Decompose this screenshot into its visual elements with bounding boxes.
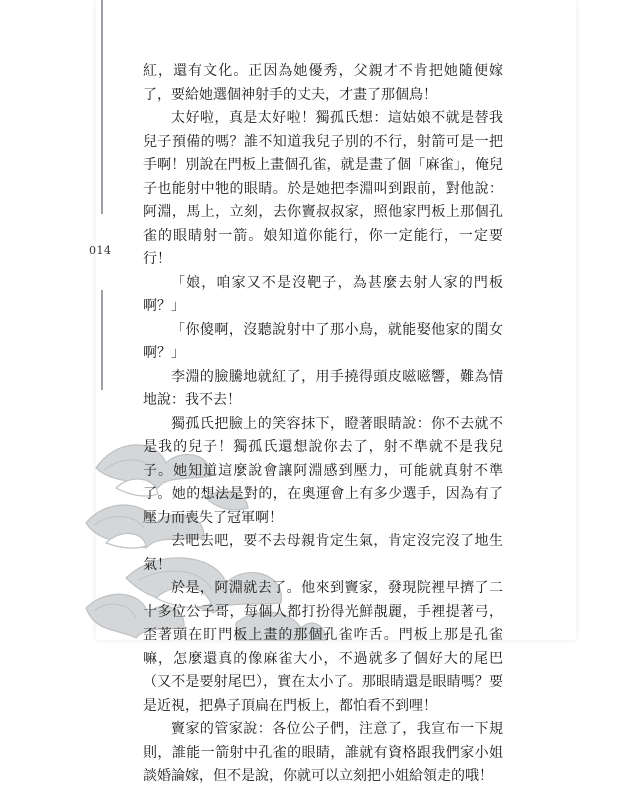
paragraph: 李淵的臉騰地就紅了，用手撓得頭皮嗞嗞響，難為情地說：我不去！ (143, 368, 503, 408)
paragraph: 紅，還有文化。正因為她優秀，父親才不肯把她隨便嫁了，要給她選個神射手的丈夫，才畫了那個鳥！ (143, 63, 503, 103)
page-number: 014 (89, 244, 112, 257)
margin-rule-bottom (101, 290, 103, 390)
paragraph: 於是，阿淵就去了。他來到竇家，發現院裡早擠了二十多位公子哥，每個人都打扮得光鮮靚麗，手裡提著弓，歪著頭在盯門板上畫的那個孔雀咋舌。門板上那是孔雀嘛，怎麼還真的像麻雀大小，不過就多了個好大的尾巴（又不是要射尾巴），實在太小了。那眼睛還是眼睛嗎？要是近視，把鼻子頂扁在門板上，都怕看不到哩！ (143, 580, 503, 714)
paragraph: 「你傻啊，沒聽說射中了那小鳥，就能娶他家的閨女啊？」 (143, 321, 503, 361)
paragraph: 「娘，咱家又不是沒靶子，為甚麼去射人家的門板啊？」 (143, 274, 503, 314)
margin-rule-top (101, 0, 103, 214)
paragraph: 獨孤氏把臉上的笑容抹下，瞪著眼睛說：你不去就不是我的兒子！獨孤氏還想說你去了，射不準就不是我兒子。她知道這麼說會讓阿淵感到壓力，可能就真射不準了。她的想法是對的，在奧運會上有多少選手，因為有了壓力而喪失了冠軍啊！ (143, 415, 503, 526)
paragraph: 竇家的管家說：各位公子們，注意了，我宣布一下規則，誰能一箭射中孔雀的眼睛，誰就有資格跟我們家小姐談婚論嫁，但不是說，你就可以立刻把小姐給領走的哦！ (143, 721, 503, 784)
paragraph: 太好啦，真是太好啦！獨孤氏想：這姑娘不就是替我兒子預備的嗎？誰不知道我兒子別的不行，射箭可是一把手啊！別說在門板上畫個孔雀，就是畫了個「麻雀」，俺兒子也能射中牠的眼睛。於是她把李淵叫到跟前，對他說：阿淵，馬上，立刻，去你竇叔叔家，照他家門板上那個孔雀的眼睛射一箭。娘知道你能行，你一定能行，一定要行！ (143, 110, 503, 267)
paragraph: 去吧去吧，要不去母親肯定生氣，肯定沒完沒了地生氣！ (143, 533, 503, 573)
body-text (143, 60, 503, 789)
